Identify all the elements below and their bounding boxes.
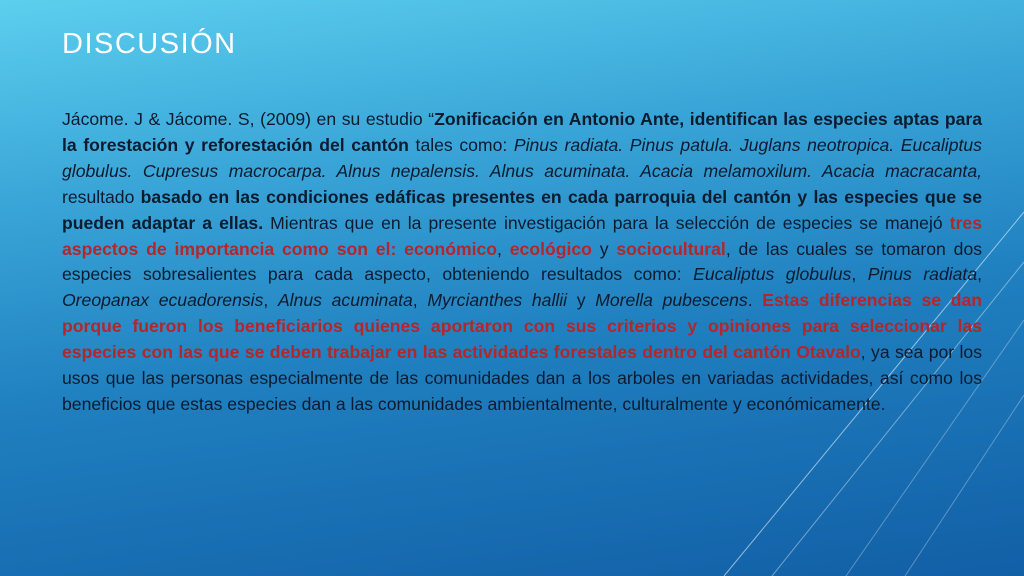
bold-study-title: Zonificación en Antonio Ante, identifican las especies aptas para la forestación y reforestación del cantón [62,109,982,155]
text-segment: , [977,264,983,285]
bold-edaphic-conditions: basado en las condiciones edáficas presentes en cada parroquia del cantón y las especies que se pueden adaptar a ellas. [62,186,982,233]
text-segment: resultado [62,186,141,207]
italic-species: Pinus radiata [867,264,978,285]
italic-species: Oreopanax ecuadorensis [62,290,264,311]
text-segment: . [747,290,763,311]
text-segment: y [567,290,596,311]
red-differences-statement: Estas diferencias se dan porque fueron los beneficiarios quienes aportaron con sus criterios y opiniones para seleccionar las especies con las que se deben trabajar en las actividades forestales dentro del cantón Otavalo [62,290,982,363]
italic-species: Myrcianthes hallii [427,290,568,311]
italic-species: Alnus acuminata [277,290,413,311]
deco-line-4 [905,395,1024,576]
text-segment: , [263,290,278,311]
text-segment: Jácome. J & Jácome. S, (2009) en su estudio “ [62,109,435,129]
slide-title: DISCUSIÓN [62,28,237,60]
text-segment: , [851,264,868,285]
red-sociocultural: sociocultural [616,238,726,259]
text-segment: Mientras que en la presente investigación para la selección de especies se manejó [263,212,950,233]
italic-species: Morella pubescens [595,290,748,311]
text-segment: , [497,238,510,259]
discussion-paragraph [62,107,982,418]
text-segment: , ya sea por los usos que las personas especialmente de las comunidades dan a los arboles en variadas actividades, así como los beneficios que estas especies dan a las comunidades ambientalmente, culturalmente y económicamente. [62,342,982,414]
text-segment: y [591,238,617,259]
red-ecologico: ecológico [509,238,592,259]
text-segment: , de las cuales se tomaron dos especies sobresalientes para cada aspecto, obteniendo resultados como: [62,238,983,285]
italic-species-list: Pinus radiata. Pinus patula. Juglans neotropica. Eucaliptus globulus. Cupresus macrocarpa. Alnus nepalensis. Alnus acuminata. Acacia melamoxilum. Acacia macracanta, [62,134,982,181]
red-three-aspects: tres aspectos de importancia como son el: económico [62,212,982,259]
text-segment: tales como: [408,134,514,155]
italic-species: Eucaliptus globulus [693,264,852,285]
text-segment: , [412,290,428,311]
